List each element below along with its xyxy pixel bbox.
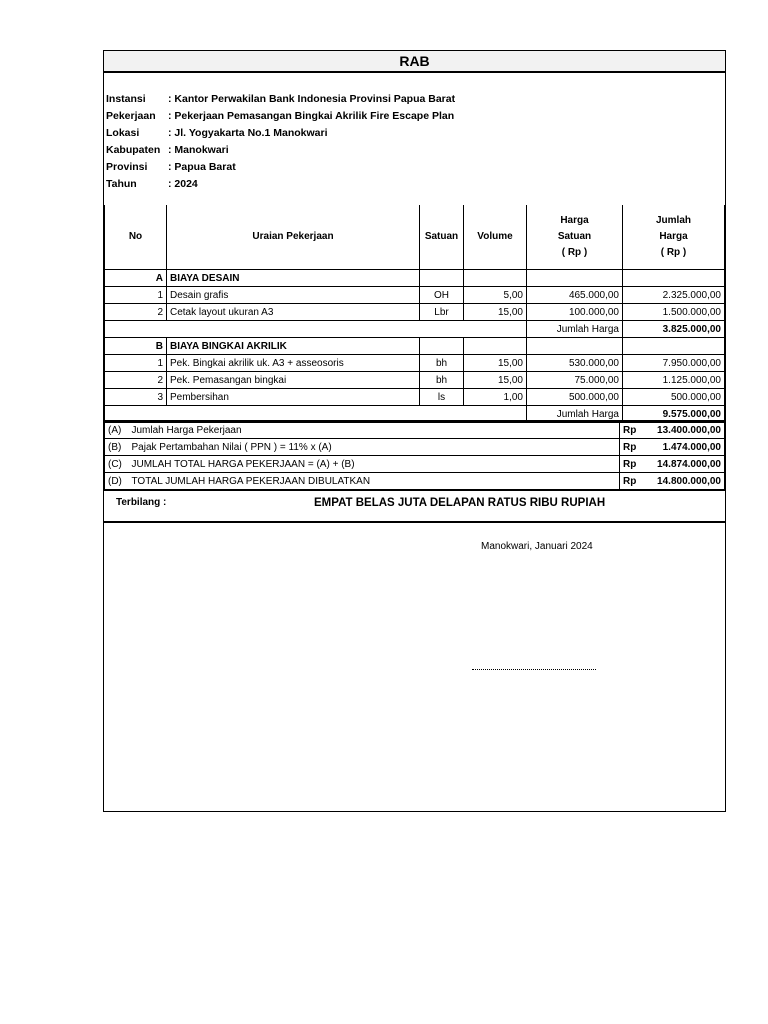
- section-name: BIAYA BINGKAI AKRILIK: [167, 338, 420, 355]
- totals-table: [104, 420, 725, 490]
- item-jumlah: 7.950.000,00: [623, 355, 725, 372]
- document-title: RAB: [104, 51, 725, 73]
- table-row: [105, 287, 725, 304]
- total-row-a: [105, 421, 725, 439]
- item-uraian: Pek. Bingkai akrilik uk. A3 + asseosoris: [167, 355, 420, 372]
- section-name: BIAYA DESAIN: [167, 270, 420, 287]
- item-satuan: Lbr: [420, 304, 464, 321]
- table-row: [105, 389, 725, 406]
- header-jumlah-harga: [623, 205, 725, 270]
- subtotal-value: 9.575.000,00: [623, 406, 725, 423]
- table-row: [105, 355, 725, 372]
- item-harga: 465.000,00: [527, 287, 623, 304]
- item-volume: 15,00: [464, 304, 527, 321]
- total-value: 14.800.000,00: [640, 473, 725, 490]
- rab-document: [103, 50, 726, 812]
- total-label: Jumlah Harga Pekerjaan: [129, 421, 620, 439]
- signature-line: [472, 661, 596, 670]
- item-uraian: Desain grafis: [167, 287, 420, 304]
- info-label: Pekerjaan: [106, 110, 156, 122]
- info-label: Instansi: [106, 93, 146, 105]
- item-no: 3: [105, 389, 167, 406]
- total-value: 13.400.000,00: [640, 421, 725, 439]
- item-volume: 5,00: [464, 287, 527, 304]
- subtotal-value: 3.825.000,00: [623, 321, 725, 338]
- item-harga: 75.000,00: [527, 372, 623, 389]
- item-satuan: ls: [420, 389, 464, 406]
- subtotal-label: Jumlah Harga: [527, 406, 623, 423]
- item-no: 1: [105, 355, 167, 372]
- total-currency: Rp: [620, 439, 640, 456]
- total-currency: Rp: [620, 456, 640, 473]
- item-jumlah: 500.000,00: [623, 389, 725, 406]
- item-no: 1: [105, 287, 167, 304]
- total-currency: Rp: [620, 473, 640, 490]
- total-value: 14.874.000,00: [640, 456, 725, 473]
- total-row-c: [105, 456, 725, 473]
- info-value: : Papua Barat: [168, 161, 236, 173]
- item-jumlah: 2.325.000,00: [623, 287, 725, 304]
- subtotal-row-a: [105, 321, 725, 338]
- terbilang-row: [104, 489, 725, 523]
- section-code: A: [105, 270, 167, 287]
- total-label: TOTAL JUMLAH HARGA PEKERJAAN DIBULATKAN: [129, 473, 620, 490]
- section-row-a: [105, 270, 725, 287]
- info-value: : Jl. Yogyakarta No.1 Manokwari: [168, 127, 328, 139]
- info-label: Lokasi: [106, 127, 140, 139]
- info-label: Tahun: [106, 178, 137, 190]
- item-uraian: Cetak layout ukuran A3: [167, 304, 420, 321]
- terbilang-value: EMPAT BELAS JUTA DELAPAN RATUS RIBU RUPIAH: [314, 497, 606, 509]
- header-jumlah-line: Jumlah: [655, 215, 691, 226]
- header-uraian: Uraian Pekerjaan: [167, 205, 420, 270]
- total-row-b: [105, 439, 725, 456]
- subtotal-label: Jumlah Harga: [527, 321, 623, 338]
- total-row-d: [105, 473, 725, 490]
- section-row-b: [105, 338, 725, 355]
- total-code: (A): [105, 421, 129, 439]
- item-satuan: bh: [420, 355, 464, 372]
- total-code: (B): [105, 439, 129, 456]
- table-row: [105, 304, 725, 321]
- info-value: : 2024: [168, 178, 198, 190]
- item-harga: 100.000,00: [527, 304, 623, 321]
- item-satuan: OH: [420, 287, 464, 304]
- table-row: [105, 372, 725, 389]
- info-value: : Pekerjaan Pemasangan Bingkai Akrilik Fire Escape Plan: [168, 110, 455, 122]
- item-volume: 15,00: [464, 355, 527, 372]
- item-no: 2: [105, 372, 167, 389]
- header-volume: Volume: [464, 205, 527, 270]
- info-value: : Manokwari: [168, 144, 229, 156]
- header-harga-line: Harga: [560, 215, 589, 226]
- item-uraian: Pembersihan: [167, 389, 420, 406]
- terbilang-label: Terbilang :: [116, 497, 167, 508]
- total-code: (C): [105, 456, 129, 473]
- item-uraian: Pek. Pemasangan bingkai: [167, 372, 420, 389]
- item-harga: 500.000,00: [527, 389, 623, 406]
- total-value: 1.474.000,00: [640, 439, 725, 456]
- item-satuan: bh: [420, 372, 464, 389]
- item-jumlah: 1.125.000,00: [623, 372, 725, 389]
- header-harga-satuan: [527, 205, 623, 270]
- total-label: Pajak Pertambahan Nilai ( PPN ) = 11% x (A): [129, 439, 620, 456]
- header-no: No: [105, 205, 167, 270]
- place-date: Manokwari, Januari 2024: [481, 541, 593, 552]
- item-jumlah: 1.500.000,00: [623, 304, 725, 321]
- total-currency: Rp: [620, 421, 640, 439]
- section-code: B: [105, 338, 167, 355]
- header-jumlah-line: ( Rp ): [660, 247, 687, 258]
- header-satuan: Satuan: [420, 205, 464, 270]
- rab-table: [104, 205, 725, 423]
- info-value: : Kantor Perwakilan Bank Indonesia Provinsi Papua Barat: [168, 93, 456, 105]
- item-volume: 1,00: [464, 389, 527, 406]
- item-volume: 15,00: [464, 372, 527, 389]
- item-no: 2: [105, 304, 167, 321]
- total-code: (D): [105, 473, 129, 490]
- header-jumlah-line: Harga: [659, 231, 688, 242]
- item-harga: 530.000,00: [527, 355, 623, 372]
- header-harga-line: ( Rp ): [561, 247, 588, 258]
- header-harga-line: Satuan: [557, 231, 592, 242]
- total-label: JUMLAH TOTAL HARGA PEKERJAAN = (A) + (B): [129, 456, 620, 473]
- info-label: Kabupaten: [106, 144, 161, 156]
- info-label: Provinsi: [106, 161, 148, 173]
